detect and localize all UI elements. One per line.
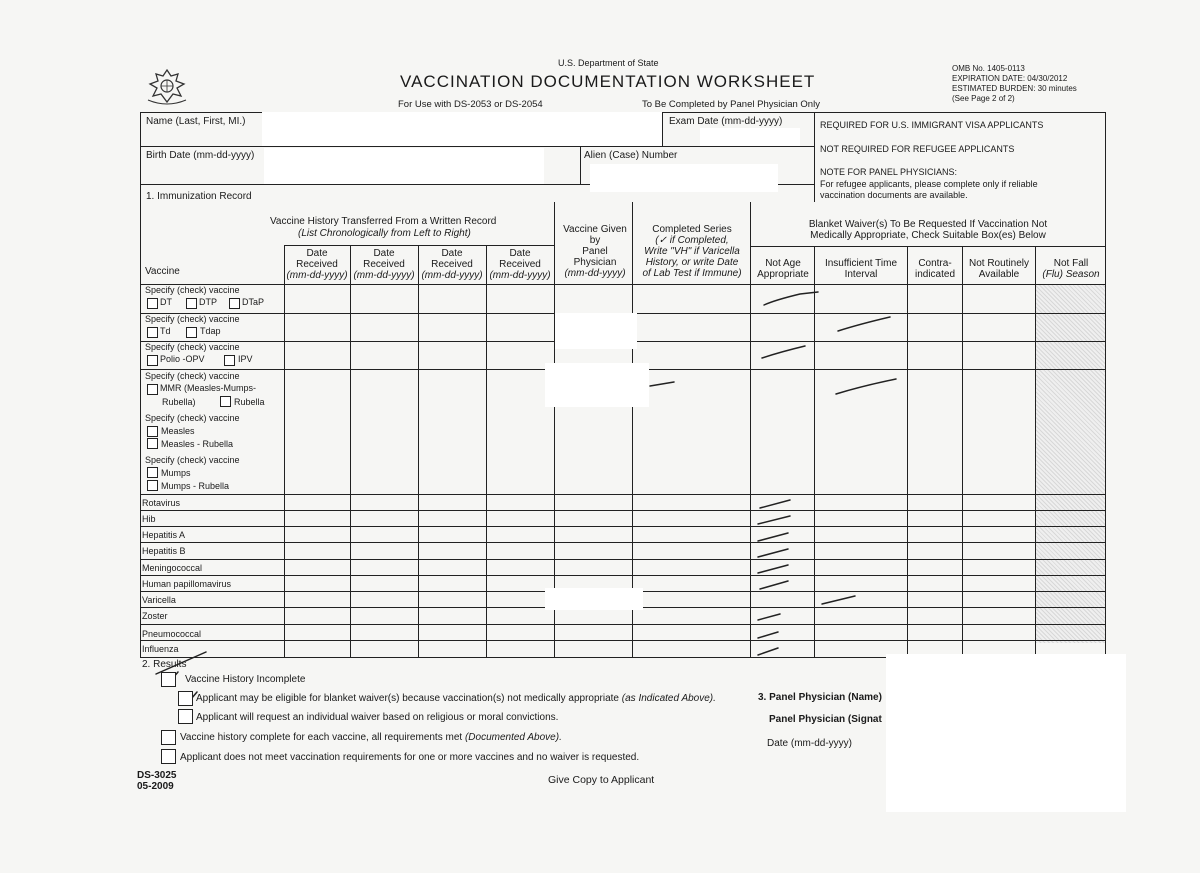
dtap-option-label: DTaP <box>242 297 265 307</box>
ipv-label: IPV <box>238 354 253 364</box>
measles-specify-label: Specify (check) vaccine <box>145 413 240 423</box>
waiver-contraindicated: Contra- indicated <box>914 258 956 280</box>
physician-redacted-area[interactable] <box>886 654 1126 812</box>
check-mmr-completed <box>650 382 674 386</box>
history-complete-checkbox[interactable] <box>161 730 176 745</box>
vaccine-row-meningococcal: Meningococcal <box>142 563 203 573</box>
tdap-option-label: Tdap <box>200 326 221 336</box>
rubella-label: Rubella <box>234 397 265 407</box>
measles-rubella-label: Measles - Rubella <box>161 439 234 449</box>
form-number: DS-3025 <box>137 770 177 781</box>
vaccine-row-hepatitis-b: Hepatitis B <box>142 546 186 556</box>
dtp-option-label: DTP <box>199 297 217 307</box>
history-complete-label: Vaccine history complete for each vaccine, all requirements met (Documented Above). <box>180 732 562 743</box>
name-field-label: Name (Last, First, MI.) <box>146 116 246 127</box>
history-title: Vaccine History Transferred From a Written Record <box>270 216 497 227</box>
polio-opv-label: Polio -OPV <box>160 354 205 364</box>
measles-label: Measles <box>161 426 195 436</box>
dt-option-label: DT <box>160 297 172 307</box>
form-subtitle-right: To Be Completed by Panel Physician Only <box>642 99 820 110</box>
individual-waiver-label: Applicant will request an individual waiver based on religious or moral convictions. <box>196 712 559 723</box>
form-subtitle-left: For Use with DS-2053 or DS-2054 <box>398 99 543 110</box>
physician-date-label: Date (mm-dd-yyyy) <box>767 738 853 749</box>
date-received-header-4: Date Received (mm-dd-yyyy) <box>489 248 551 281</box>
omb-number: OMB No. 1405-0113 <box>952 64 1025 73</box>
vaccine-row-zoster: Zoster <box>142 611 168 621</box>
vaccine-row-hepatitis-a: Hepatitis A <box>142 530 186 540</box>
panel-physician-name-label: 3. Panel Physician (Name) <box>758 692 882 703</box>
blanket-waiver-checkbox[interactable] <box>178 691 193 706</box>
mmr-label: MMR (Measles-Mumps- <box>160 383 257 393</box>
td-option-label: Td <box>160 326 171 336</box>
individual-waiver-checkbox[interactable] <box>178 709 193 724</box>
vaccine-row-rotavirus: Rotavirus <box>142 498 181 508</box>
check-rotavirus <box>760 500 790 508</box>
panel-physician-signature-label: Panel Physician (Signat <box>769 714 882 725</box>
date-received-header-2: Date Received (mm-dd-yyyy) <box>353 248 415 281</box>
waiver-header: Blanket Waiver(s) To Be Requested If Vaccination Not Medically Appropriate, Check Suitable Box(es) Below <box>808 219 1048 241</box>
required-note: REQUIRED FOR U.S. IMMIGRANT VISA APPLICANTS <box>820 120 1044 130</box>
polio-specify-label: Specify (check) vaccine <box>145 342 240 352</box>
panel-physician-note-line2: vaccination documents are available. <box>820 190 968 200</box>
check-td-insufficient <box>838 317 890 331</box>
panel-physician-note-title: NOTE FOR PANEL PHYSICIANS: <box>820 167 958 177</box>
not-meet-requirements-checkbox[interactable] <box>161 749 176 764</box>
check-hepatitis-a <box>758 533 788 541</box>
check-hepatitis-b <box>758 549 788 557</box>
mumps-rubella-label: Mumps - Rubella <box>161 481 230 491</box>
not-meet-requirements-label: Applicant does not meet vaccination requirements for one or more vaccines and no waiver is requested. <box>180 752 640 763</box>
check-zoster <box>758 614 780 620</box>
mumps-specify-label: Specify (check) vaccine <box>145 455 240 465</box>
check-mmr-insufficient <box>836 379 896 394</box>
completed-series-header: Completed Series (✓ if Completed, Write "VH" if Varicella History, or write Date of Lab Test if Immune) <box>642 224 742 279</box>
check-pneumococcal <box>758 632 778 638</box>
exam-date-label: Exam Date (mm-dd-yyyy) <box>669 116 783 127</box>
vaccine-row-hpv: Human papillomavirus <box>142 579 232 589</box>
waiver-not-flu-season: Not Fall (Flu) Season <box>1042 258 1100 280</box>
history-subtitle: (List Chronologically from Left to Right) <box>298 228 471 239</box>
vaccine-row-hib: Hib <box>142 514 156 524</box>
results-section-title: 2. Results <box>142 659 187 670</box>
vaccine-column-header: Vaccine <box>145 266 180 277</box>
alien-number-label: Alien (Case) Number <box>584 150 678 161</box>
form-edition-date: 05-2009 <box>137 781 174 792</box>
check-dt-not-age <box>764 292 818 305</box>
mmr-label-line2: Rubella) <box>162 397 196 407</box>
check-hib <box>758 516 790 524</box>
vaccine-row-pneumococcal: Pneumococcal <box>142 629 202 639</box>
td-specify-label: Specify (check) vaccine <box>145 314 240 324</box>
panel-physician-note-line1: For refugee applicants, please complete only if reliable <box>820 179 1038 189</box>
estimated-burden: ESTIMATED BURDEN: 30 minutes <box>952 84 1077 93</box>
check-hpv <box>760 581 788 589</box>
vaccine-given-header: Vaccine Given by Panel Physician (mm-dd-yyyy) <box>563 224 627 279</box>
check-influenza <box>758 648 778 655</box>
check-varicella-insufficient <box>822 596 855 604</box>
agency-name: U.S. Department of State <box>558 58 659 68</box>
dt-specify-label: Specify (check) vaccine <box>145 285 240 295</box>
page-reference: (See Page 2 of 2) <box>952 94 1015 103</box>
form-title: VACCINATION DOCUMENTATION WORKSHEET <box>400 72 816 91</box>
check-polio-not-age <box>762 346 805 358</box>
vaccine-history-incomplete-checkbox[interactable] <box>161 672 176 687</box>
waiver-not-routinely-available: Not Routinely Available <box>968 258 1030 280</box>
not-required-note: NOT REQUIRED FOR REFUGEE APPLICANTS <box>820 144 1015 154</box>
vaccine-history-incomplete-label: Vaccine History Incomplete <box>185 674 306 685</box>
copy-to-applicant-note: Give Copy to Applicant <box>548 774 655 786</box>
birth-date-label: Birth Date (mm-dd-yyyy) <box>146 150 255 161</box>
date-received-header-1: Date Received (mm-dd-yyyy) <box>286 248 348 281</box>
blanket-waiver-label: Applicant may be eligible for blanket waiver(s) because vaccination(s) not medically appropriate (as Indicated Above). <box>196 693 716 704</box>
mmr-specify-label: Specify (check) vaccine <box>145 371 240 381</box>
vaccine-row-influenza: Influenza <box>142 644 179 654</box>
vaccine-row-varicella: Varicella <box>142 595 176 605</box>
immunization-section-title: 1. Immunization Record <box>146 191 252 202</box>
waiver-not-age-appropriate: Not Age Appropriate <box>757 258 809 280</box>
mumps-label: Mumps <box>161 468 191 478</box>
date-received-header-3: Date Received (mm-dd-yyyy) <box>421 248 483 281</box>
check-meningococcal <box>758 565 788 573</box>
expiration-date: EXPIRATION DATE: 04/30/2012 <box>952 74 1068 83</box>
waiver-insufficient-time: Insufficient Time Interval <box>824 258 898 280</box>
